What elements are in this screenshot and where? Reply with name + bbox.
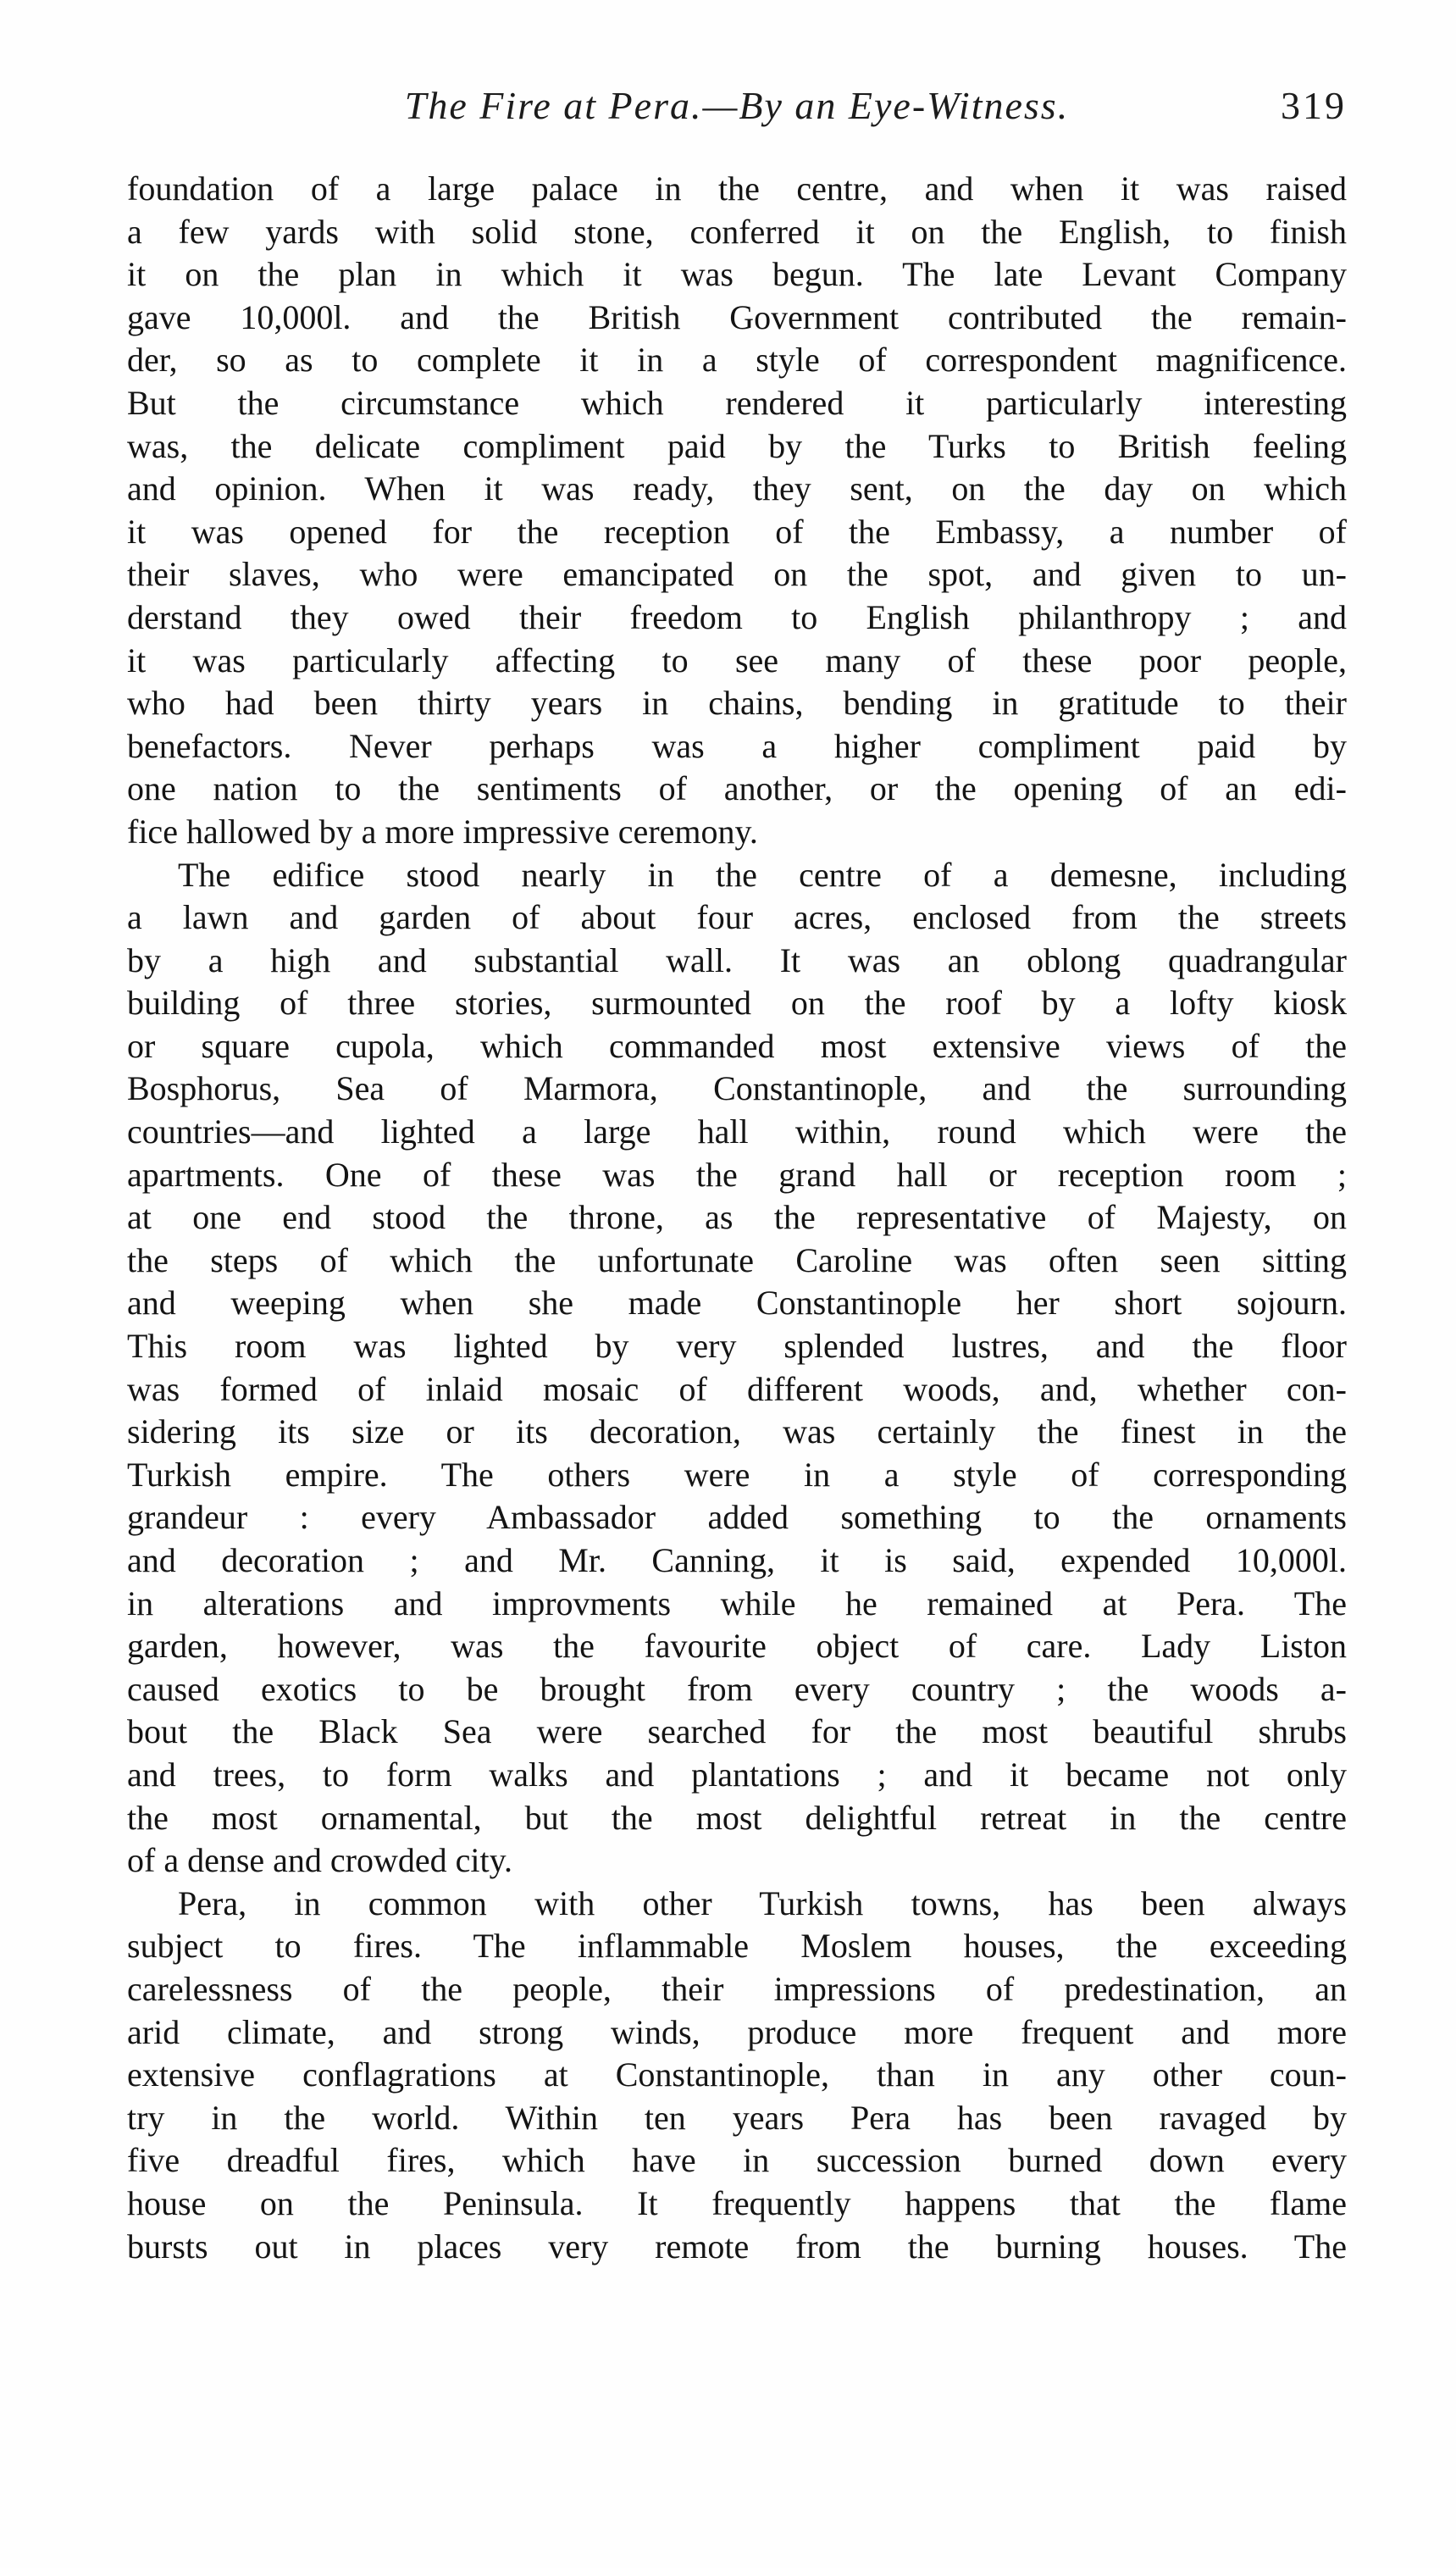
text-line: or square cupola, which commanded most extensive views of the [127,1026,1347,1065]
text-line: building of three stories, surmounted on the roof by a lofty kiosk [127,984,1347,1023]
text-line: derstand they owed their freedom to English philanthropy ; and [127,597,1347,636]
text-line: subject to fires. The inflammable Moslem houses, the exceeding [127,1927,1347,1966]
text-line: Pera, in common with other Turkish towns, has been always [178,1883,1347,1922]
paragraph-1 [127,168,1347,854]
text-line: who had been thirty years in chains, bending in gratitude to their [127,684,1347,723]
text-line: sidering its size or its decoration, was certainly the finest in the [127,1412,1347,1451]
text-line: fice hallowed by a more impressive ceremony. [127,812,758,851]
text-line: gave 10,000l. and the British Government contributed the remain- [127,297,1347,336]
running-head [127,80,1347,131]
text-line: it was opened for the reception of the Embassy, a number of [127,512,1347,551]
text-line: foundation of a large palace in the centre, and when it was raised [127,169,1347,208]
text-line: der, so as to complete it in a style of correspondent magnificence. [127,341,1347,380]
text-line: in alterations and improvments while he remained at Pera. The [127,1584,1347,1622]
text-line: a lawn and garden of about four acres, enclosed from the streets [127,898,1347,937]
text-line: arid climate, and strong winds, produce more frequent and more [127,2012,1347,2051]
text-line: one nation to the sentiments of another, or the opening of an edi- [127,769,1347,808]
text-line: grandeur : every Ambassador added something to the ornaments [127,1498,1347,1537]
text-line: was, the delicate compliment paid by the Turks to British feeling [127,426,1347,465]
text-line: The edifice stood nearly in the centre of a demesne, including [178,855,1347,894]
text-line: carelessness of the people, their impressions of predestination, an [127,1969,1347,2008]
text-line: Turkish empire. The others were in a style of corresponding [127,1455,1347,1494]
text-line: and opinion. When it was ready, they sent, on the day on which [127,469,1347,508]
text-line: at one end stood the throne, as the representative of Majesty, on [127,1198,1347,1237]
text-line: of a dense and crowded city. [127,1841,512,1880]
text-line: it was particularly affecting to see many of these poor people, [127,641,1347,679]
text-line: try in the world. Within ten years Pera has been ravaged by [127,2098,1347,2137]
paragraph-2 [127,854,1347,1883]
text-line: caused exotics to be brought from every country ; the woods a- [127,1669,1347,1708]
text-line: Bosphorus, Sea of Marmora, Constantinople, and the surrounding [127,1069,1347,1108]
paragraph-3 [127,1883,1347,2268]
running-title: The Fire at Pera.—By an Eye-Witness. [404,84,1070,127]
body-text [127,168,1347,2268]
page-number: 319 [1281,84,1347,127]
text-line: extensive conflagrations at Constantinople, than in any other coun- [127,2055,1347,2094]
text-line: was formed of inlaid mosaic of different woods, and, whether con- [127,1369,1347,1408]
text-line: and trees, to form walks and plantations ; and it became not only [127,1755,1347,1794]
text-line: the most ornamental, but the most delightful retreat in the centre [127,1798,1347,1837]
text-line: bout the Black Sea were searched for the most beautiful shrubs [127,1712,1347,1751]
text-line: apartments. One of these was the grand hall or reception room ; [127,1155,1347,1194]
text-line: benefactors. Never perhaps was a higher compliment paid by [127,726,1347,765]
text-line: bursts out in places very remote from the burning houses. The [127,2227,1347,2266]
text-line: countries—and lighted a large hall within, round which were the [127,1112,1347,1151]
text-line: a few yards with solid stone, conferred it on the English, to finish [127,212,1347,251]
text-line: it on the plan in which it was begun. The late Levant Company [127,255,1347,294]
text-line: by a high and substantial wall. It was an oblong quadrangular [127,940,1347,979]
text-line: and weeping when she made Constantinople her short sojourn. [127,1284,1347,1323]
text-line: and decoration ; and Mr. Canning, it is said, expended 10,000l. [127,1541,1347,1579]
text-line: This room was lighted by very splended lustres, and the floor [127,1327,1347,1366]
text-line: their slaves, who were emancipated on the spot, and given to un- [127,555,1347,594]
text-line: five dreadful fires, which have in succession burned down every [127,2141,1347,2180]
text-line: the steps of which the unfortunate Caroline was often seen sitting [127,1240,1347,1279]
text-line: But the circumstance which rendered it particularly interesting [127,383,1347,422]
text-line: house on the Peninsula. It frequently happens that the flame [127,2183,1347,2222]
text-line: garden, however, was the favourite object of care. Lady Liston [127,1627,1347,1666]
